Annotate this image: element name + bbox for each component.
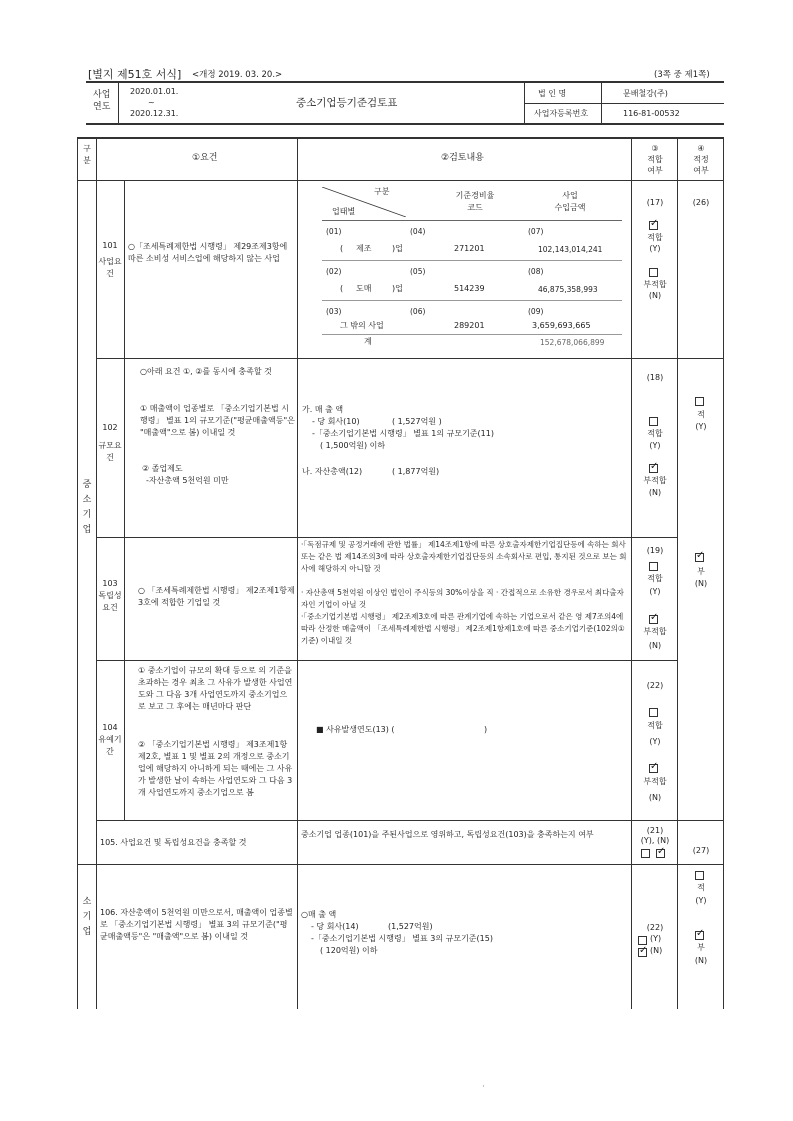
- row103-opt-2: (N): [694, 579, 708, 588]
- row102-rev-b-val: ( 1,877억원): [392, 467, 440, 476]
- row101-fit-y-checkbox[interactable]: [649, 221, 658, 230]
- period-tilde: ~: [148, 98, 155, 107]
- row104-fit-code: (22): [646, 681, 664, 690]
- row106-fit-n-checkbox[interactable]: [638, 948, 647, 957]
- row101-r3-a: (03): [326, 307, 342, 316]
- row101-col-code-1: 기준경비율: [455, 191, 495, 200]
- group-sme: 중 소 기 업: [82, 480, 92, 535]
- col-opt-l2: 여부: [693, 166, 709, 175]
- row103-fit-y-1: 적합: [647, 574, 663, 583]
- row103-opt-checkbox[interactable]: [695, 553, 704, 562]
- row101-col-rev-1: 사업: [562, 191, 578, 200]
- row106-review-2-val: (1,527억원): [388, 922, 433, 931]
- table-top-rule: [77, 137, 724, 139]
- header-top-rule: [86, 81, 724, 83]
- row105-fit-n-checkbox[interactable]: [656, 849, 665, 858]
- row101-r2-a: (02): [326, 267, 342, 276]
- row105-fit-yn: (Y), (N): [640, 836, 670, 845]
- row101-col-code-2: 코드: [467, 203, 483, 212]
- revision-note: <개정 2019. 03. 20.>: [192, 70, 283, 80]
- row101-r3-amount: 3,659,693,665: [532, 321, 591, 330]
- row101-name: 사업요건: [98, 257, 122, 278]
- row103-opt-1: 부: [697, 567, 705, 576]
- row103-para-3: ·「중소기업기본법 시행령」 제2조제3호에 따른 관계기업에 속하는 기업으로서 같은 영 제7조의4에 따라 산정한 매출액이 「조세특례제한법 시행령」 제2조제1항제1호에 따른 중소기업기준(102의① 기준) 이내일 것: [301, 612, 625, 645]
- row104-fit-y-checkbox[interactable]: [649, 708, 658, 717]
- row105-opt-code: (27): [692, 846, 710, 855]
- row106-opt-n-1: 부: [697, 943, 705, 952]
- row101-opt-code: (26): [692, 198, 710, 207]
- row101-r3-c: (09): [528, 307, 544, 316]
- row106-fit-n: (N): [650, 946, 663, 955]
- row106-opt-y-checkbox[interactable]: [695, 871, 704, 880]
- row101-r1-code: 271201: [454, 244, 485, 253]
- biz-reg-label: 사업자등록번호: [534, 109, 589, 118]
- col-fit-num: ③: [651, 144, 659, 153]
- row102-rev-a1-val: ( 1,527억원 ): [392, 417, 442, 426]
- row102-rev-a1: - 당 회사(10): [312, 417, 360, 426]
- row104-name: 유예기간: [98, 735, 122, 756]
- footer-mark: ·: [482, 1082, 485, 1092]
- corp-name-label: 법 인 명: [538, 89, 567, 98]
- row101-fit-n-1: 부적합: [643, 280, 667, 289]
- row102-fit-n-checkbox[interactable]: [649, 464, 658, 473]
- row102-rev-a3: ( 1,500억원) 이하: [320, 441, 386, 450]
- row101-fit-y-2: (Y): [649, 244, 661, 253]
- row101-r1-a: (01): [326, 227, 342, 236]
- row101-total-label: 계: [364, 337, 372, 346]
- row101-r1-name: 제조: [356, 244, 372, 253]
- row101-r1-suffix: )업: [392, 244, 403, 253]
- col-fit-l1: 적합: [647, 155, 663, 164]
- row106-opt-y-1: 적: [697, 883, 705, 892]
- form-label: [별지 제51호 서식]: [88, 68, 182, 81]
- year-label-2: 연도: [93, 102, 111, 112]
- row102-fit-n-1: 부적합: [643, 476, 667, 485]
- row102-fit-y-1: 적합: [647, 429, 663, 438]
- row106-opt-n-checkbox[interactable]: [695, 931, 704, 940]
- row105-requirement: 105. 사업요건 및 독립성요건을 충족할 것: [100, 838, 247, 847]
- row101-r1-paren: (: [340, 244, 344, 253]
- row102-fit-n-2: (N): [648, 488, 662, 497]
- row103-fit-y-checkbox[interactable]: [649, 562, 658, 571]
- row102-fit-y-2: (Y): [649, 441, 661, 450]
- row101-r1-amount: 102,143,014,241: [538, 245, 603, 254]
- row101-fit-n-2: (N): [648, 291, 662, 300]
- row101-r2-paren: (: [340, 284, 344, 293]
- row103-fit-n-checkbox[interactable]: [649, 615, 658, 624]
- col-review: ②검토내용: [441, 153, 484, 163]
- period-end: 2020.12.31.: [130, 109, 179, 118]
- row101-fit-code: (17): [646, 198, 664, 207]
- period-start: 2020.01.01.: [130, 87, 179, 96]
- row102-req1: ① 매출액이 업종별로 「중소기업기본법 시행령」 별표 1의 규모기준("평균매출액등"은 "매출액"으로 봄) 이내일 것: [140, 404, 295, 437]
- row106-review-3: -「중소기업기본법 시행령」 별표 3의 규모기준(15): [311, 934, 493, 943]
- row102-opt-1: 적: [697, 410, 705, 419]
- row104-req2: ② 「중소기업기본법 시행령」 제3조제1항제2호, 별표 1 및 별표 2의 개정으로 중소기업에 해당하지 아니하게 되는 때에는 그 사유가 발생한 날이 속하는 사업연도와 그 다음 3개 사업연도까지 중소기업으로 봄: [138, 740, 293, 797]
- row104-review: ■ 사유발생연도(13) (: [316, 725, 395, 734]
- page-info: (3쪽 중 제1쪽): [654, 70, 710, 80]
- row101-total-amount: 152,678,066,899: [540, 338, 605, 347]
- row103-fit-n-1: 부적합: [643, 627, 667, 636]
- doc-title: 중소기업등기준검토표: [296, 97, 398, 109]
- row101-r1-c: (07): [528, 227, 544, 236]
- row101-diag-right: 구분: [374, 187, 390, 196]
- row101-r2-b: (05): [410, 267, 426, 276]
- row101-fit-n-checkbox[interactable]: [649, 268, 658, 277]
- row102-fit-code: (18): [646, 373, 664, 382]
- row102-opt-2: (Y): [695, 422, 707, 431]
- row102-rev-a: 가. 매 출 액: [302, 405, 344, 414]
- row105-fit-code: (21): [646, 826, 664, 835]
- row103-para-2: · 자산총액 5천억원 이상인 법인이 주식등의 30%이상을 직 · 간접적으로 소유한 경우로서 최다출자자인 기업이 아닐 것: [301, 588, 624, 609]
- row103-para-1: ·「독점규제 및 공정거래에 관한 법률」 제14조제1항에 따른 상호출자제한기업집단등에 속하는 회사 또는 같은 법 제14조의3에 따라 상호출자제한기업집단등의 소속회사로 편입, 통지된 것으로 보는 회사에 해당하지 아니할 것: [301, 540, 627, 573]
- year-label-1: 사업: [93, 90, 111, 100]
- row106-fit-y: (Y): [650, 934, 662, 943]
- row101-r2-amount: 46,875,358,993: [538, 285, 598, 294]
- row102-req2-title: ② 졸업제도: [142, 464, 183, 473]
- col-section: 구 분: [83, 144, 91, 165]
- row106-review-2: - 당 회사(14): [311, 922, 359, 931]
- row101-code: 101: [102, 241, 118, 250]
- row101-col-rev-2: 수입금액: [554, 203, 586, 212]
- row103-fit-code: (19): [646, 546, 664, 555]
- row106-fit-y-checkbox[interactable]: [638, 936, 647, 945]
- row103-fit-y-2: (Y): [649, 587, 661, 596]
- row101-r2-name: 도매: [356, 284, 372, 293]
- row102-intro: ○아래 요건 ①, ②를 동시에 충족할 것: [140, 367, 272, 376]
- row103-requirement: ○ 「조세특례제한법 시행령」 제2조제1항제3호에 적합한 기업일 것: [138, 586, 295, 607]
- group-small: 소 기 업: [82, 897, 92, 937]
- row106-opt-n-2: (N): [694, 956, 708, 965]
- row103-fit-n-2: (N): [648, 641, 662, 650]
- col-requirement: ①요건: [192, 153, 218, 163]
- row106-review-4: ( 120억원) 이하: [320, 946, 378, 955]
- row106-fit-code: (22): [646, 923, 664, 932]
- col-opt-num: ④: [697, 144, 705, 153]
- row103-code: 103: [102, 579, 118, 588]
- row102-opt-checkbox[interactable]: [695, 397, 704, 406]
- row101-r3-b: (06): [410, 307, 426, 316]
- row102-rev-b: 나. 자산총액(12): [302, 467, 363, 476]
- row106-opt-y-2: (Y): [695, 896, 707, 905]
- row104-fit-y-2: (Y): [649, 737, 661, 746]
- row103-name: 독립성요건: [98, 591, 122, 612]
- row102-req2-body: -자산총액 5천억원 미만: [146, 476, 229, 485]
- corp-name: 문배철강(주): [623, 89, 668, 98]
- col-fit-l2: 여부: [647, 166, 663, 175]
- row104-fit-n-2: (N): [648, 793, 662, 802]
- row101-requirement: ○「조세특례제한법 시행령」 제29조제3항에 따른 소비성 서비스업에 해당하지 않는 사업: [128, 242, 288, 263]
- biz-reg-no: 116-81-00532: [623, 109, 680, 118]
- row105-review: 중소기업 업종(101)을 주된사업으로 영위하고, 독립성요건(103)을 충족하는지 여부: [301, 830, 594, 839]
- row101-r1-b: (04): [410, 227, 426, 236]
- row102-code: 102: [102, 423, 118, 432]
- row101-r2-suffix: )업: [392, 284, 403, 293]
- row104-review-close: ): [484, 725, 488, 734]
- row104-code: 104: [102, 723, 118, 732]
- row105-fit-y-checkbox[interactable]: [641, 849, 650, 858]
- row101-fit-y-1: 적합: [647, 233, 663, 242]
- row101-r3-name: 그 밖의 사업: [340, 321, 384, 330]
- row104-fit-n-1: 부적합: [643, 777, 667, 786]
- row101-diag-left: 업태별: [332, 207, 356, 216]
- header-bottom-rule: [86, 123, 724, 125]
- row101-r2-code: 514239: [454, 284, 485, 293]
- col-opt-l1: 적정: [693, 155, 709, 164]
- row106-requirement: 106. 자산총액이 5천억원 미만으로서, 매출액이 업종별로 「중소기업기본법 시행령」 별표 3의 규모기준("평균매출액등"은 "매출액"으로 봄) 이내일 것: [100, 908, 293, 941]
- row102-name: 규모요건: [98, 441, 122, 462]
- row101-r3-code: 289201: [454, 321, 485, 330]
- row101-r2-c: (08): [528, 267, 544, 276]
- row104-fit-n-checkbox[interactable]: [649, 764, 658, 773]
- row102-rev-a2: -「중소기업기본법 시행령」 별표 1의 규모기준(11): [312, 429, 494, 438]
- row104-fit-y-1: 적합: [647, 721, 663, 730]
- row102-fit-y-checkbox[interactable]: [649, 417, 658, 426]
- row106-review-1: ○매 출 액: [301, 910, 337, 919]
- row104-req1: ① 중소기업이 규모의 확대 등으로 의 기준을 초과하는 경우 최초 그 사유가 발생한 사업연도와 그 다음 3개 사업연도까지 중소기업으로 보고 그 후에는 매년마다 판단: [138, 666, 293, 711]
